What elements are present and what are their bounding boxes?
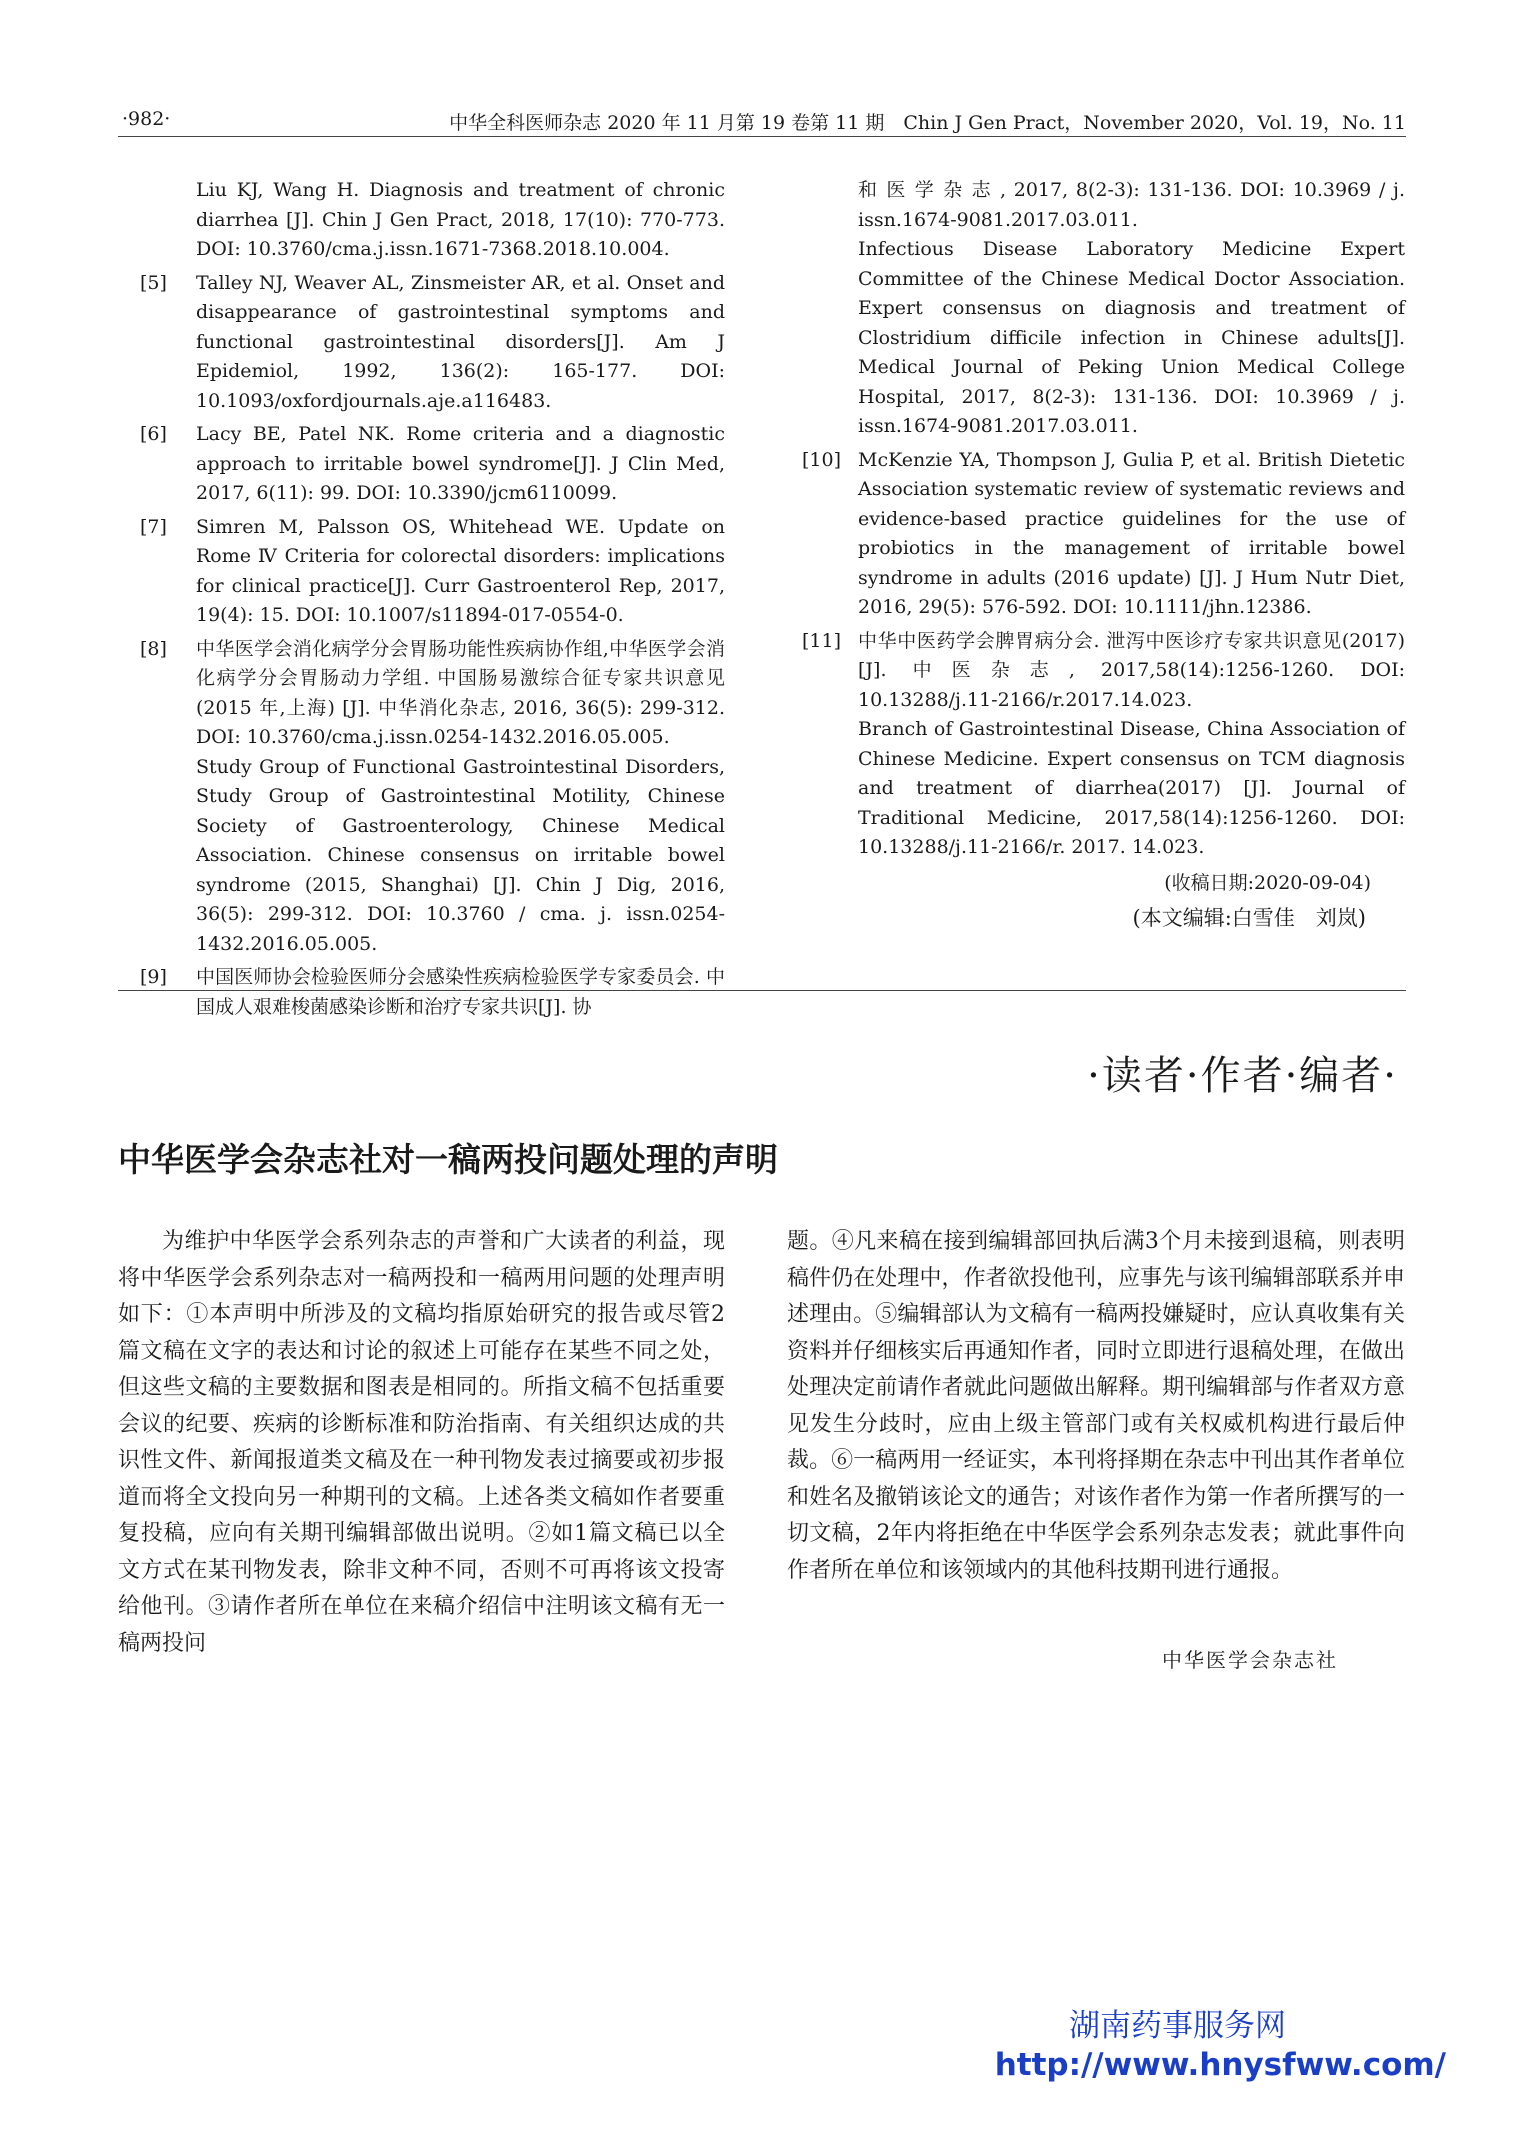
- reference-number: [5]: [140, 271, 167, 294]
- reference-number: [9]: [140, 966, 167, 988]
- reference-text: Liu KJ, Wang H. Diagnosis and treatment of chronic diarrhea [J]. Chin J Gen Pract, 2018, 17(10): 770-773. DOI: 10.3760/cma.j.issn.1671-7368.2018.10.004.: [196, 179, 725, 260]
- reference-number: [8]: [140, 637, 167, 660]
- body-text-left: 为维护中华医学会系列杂志的声誉和广大读者的利益，现将中华医学会系列杂志对一稿两投和一稿两用问题的处理声明如下：①本声明中所涉及的文稿均指原始研究的报告或尽管2篇文稿在文字的表达和讨论的叙述上可能存在某些不同之处，但这些文稿的主要数据和图表是相同的。所指文稿不包括重要会议的纪要、疾病的诊断标准和防治指南、有关组织达成的共识性文件、新闻报道类文稿及在一种刊物发表过摘要或初步报道而将全文投向另一种期刊的文稿。上述各类文稿如作者要重复投稿，应向有关期刊编辑部做出说明。②如1篇文稿已以全文方式在某刊物发表，除非文种不同，否则不可再将该文投寄给他刊。③请作者所在单位在来稿介绍信中注明该文稿有无一稿两投问: [118, 1229, 725, 1656]
- watermark: [995, 2000, 1446, 2083]
- signature: 中华医学会杂志社: [1162, 1648, 1338, 1672]
- reference-translation: Infectious Disease Laboratory Medicine Expert Committee of the Chinese Medical Doctor Association. Expert consensus on diagnosis and treatment of Clostridium difficile infection in Chinese adults[J]. Medical Journal of Peking Union Medical College Hospital, 2017, 8(2-3): 131-136. DOI: 10.3969 / j. issn.1674-9081.2017.03.011.: [858, 238, 1405, 437]
- reference-item: [140, 420, 725, 509]
- body-text-right: 题。④凡来稿在接到编辑部回执后满3个月未接到退稿，则表明稿件仍在处理中，作者欲投他刊，应事先与该刊编辑部联系并申述理由。⑤编辑部认为文稿有一稿两投嫌疑时，应认真收集有关资料并仔细核实后再通知作者，同时立即进行退稿处理，在做出处理决定前请作者就此问题做出解释。期刊编辑部与作者双方意见发生分歧时，应由上级主管部门或有关权威机构进行最后仲裁。⑥一稿两用一经证实，本刊将择期在杂志中刊出其作者单位和姓名及撤销该论文的通告；对该作者作为第一作者所撰写的一切文稿，2年内将拒绝在中华医学会系列杂志发表；就此事件向作者所在单位和该领域内的其他科技期刊进行通报。: [787, 1229, 1405, 1583]
- reference-number: [10]: [802, 448, 842, 471]
- reference-number: [7]: [140, 515, 167, 538]
- column-heading: ·读者·作者·编者·: [1087, 1053, 1398, 1099]
- references-right-column: [802, 176, 1405, 867]
- reference-item: [802, 627, 1405, 863]
- reference-number: [6]: [140, 423, 167, 445]
- received-date: (收稿日期:2020-09-04): [1164, 872, 1371, 894]
- reference-item: [140, 176, 725, 265]
- reference-text: 和 医 学 杂 志 , 2017, 8(2-3): 131-136. DOI: 10.3969 / j. issn.1674-9081.2017.03.011.: [858, 179, 1405, 231]
- reference-item: [802, 176, 1405, 442]
- running-header: [118, 106, 1406, 137]
- section-divider: [118, 990, 1406, 991]
- article-title: 中华医学会杂志社对一稿两投问题处理的声明: [118, 1140, 778, 1179]
- reference-item: [140, 269, 725, 417]
- page-number: ·982·: [122, 108, 171, 130]
- editor-credit: (本文编辑:白雪佳 刘岚): [1132, 906, 1366, 930]
- reference-text: 中国医师协会检验医师分会感染性疾病检验医学专家委员会. 中国成人艰难梭菌感染诊断和治疗专家共识[J]. 协: [196, 966, 725, 1018]
- reference-text: Talley NJ, Weaver AL, Zinsmeister AR, et al. Onset and disappearance of gastrointestinal symptoms and functional gastrointestinal disorders[J]. Am J Epidemiol, 1992, 136(2): 165-177. DOI: 10.1093/oxfordjournals.aje.a116483.: [196, 271, 725, 412]
- reference-item: [140, 635, 725, 960]
- reference-translation: Study Group of Functional Gastrointestinal Disorders, Study Group of Gastrointestinal Motility, Chinese Society of Gastroenterology, Chinese Medical Association. Chinese consensus on irritable bowel syndrome (2015, Shanghai) [J]. Chin J Dig, 2016, 36(5): 299-312. DOI: 10.3760 / cma. j. issn.0254-1432.2016.05.005.: [196, 755, 725, 955]
- reference-text: 中华医学会消化病学分会胃肠功能性疾病协作组,中华医学会消化病学分会胃肠动力学组. 中国肠易激综合征专家共识意见(2015 年,上海) [J]. 中华消化杂志, 2016, 36(5): 299-312. DOI: 10.3760/cma.j.issn.0254-1432.2016.05.005.: [196, 637, 725, 748]
- reference-item: [802, 446, 1405, 623]
- reference-number: [11]: [802, 629, 842, 652]
- reference-item: [140, 513, 725, 631]
- watermark-url[interactable]: http://www.hnysfww.com/: [994, 2047, 1446, 2083]
- reference-translation: Branch of Gastrointestinal Disease, China Association of Chinese Medicine. Expert consensus on TCM diagnosis and treatment of diarrhea(2017) [J]. Journal of Traditional Medicine, 2017,58(14):1256-1260. DOI: 10.13288/j.11-2166/r. 2017. 14.023.: [858, 718, 1405, 858]
- journal-info: 中华全科医师杂志 2020 年 11 月第 19 卷第 11 期 Chin J Gen Pract，November 2020，Vol. 19，No. 11: [449, 112, 1406, 134]
- reference-text: 中华中医药学会脾胃病分会. 泄泻中医诊疗专家共识意见(2017)[J]. 中医杂志, 2017,58(14):1256-1260. DOI: 10.13288/j.11-2166/r.2017.14.023.: [858, 629, 1405, 711]
- reference-text: McKenzie YA, Thompson J, Gulia P, et al. British Dietetic Association systematic review of systematic reviews and evidence-based practice guidelines for the use of probiotics in the management of irritable bowel syndrome in adults (2016 update) [J]. J Hum Nutr Diet, 2016, 29(5): 576-592. DOI: 10.1111/jhn.12386.: [858, 448, 1405, 618]
- watermark-name: 湖南药事服务网: [1069, 2008, 1286, 2044]
- reference-text: Simren M, Palsson OS, Whitehead WE. Update on Rome Ⅳ Criteria for colorectal disorders: implications for clinical practice[J]. Curr Gastroenterol Rep, 2017, 19(4): 15. DOI: 10.1007/s11894-017-0554-0.: [196, 515, 725, 626]
- references-left-column: [140, 176, 725, 1026]
- reference-text: Lacy BE, Patel NK. Rome criteria and a diagnostic approach to irritable bowel syndrome[J]. J Clin Med, 2017, 6(11): 99. DOI: 10.3390/jcm6110099.: [196, 423, 725, 504]
- reference-item: [140, 963, 725, 1022]
